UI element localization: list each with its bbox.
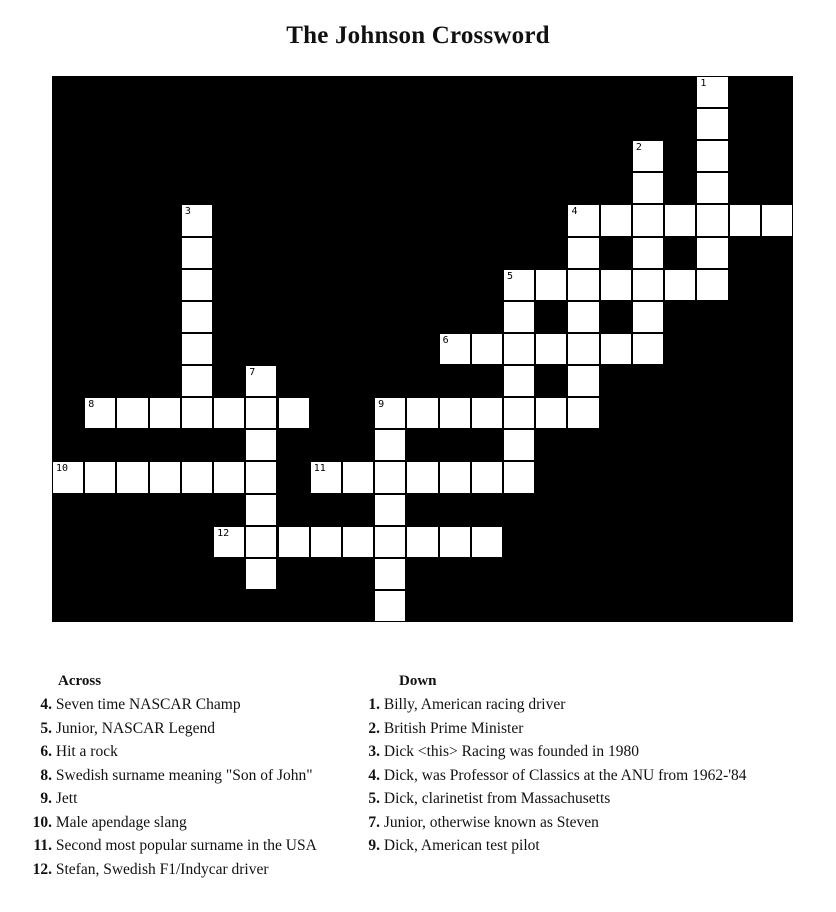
crossword-cell[interactable]	[503, 429, 535, 461]
clue-number: 4.	[40, 696, 52, 713]
crossword-cell[interactable]	[503, 397, 535, 429]
clue-text: Hit a rock	[55, 743, 118, 760]
crossword-cell[interactable]	[567, 269, 599, 301]
clue-text: Dick, American test pilot	[383, 837, 540, 854]
crossword-cell[interactable]	[181, 204, 213, 236]
clue-number: 4.	[368, 766, 380, 784]
cell-number: 10	[56, 463, 69, 475]
clue-number: 5.	[368, 790, 380, 807]
crossword-title: The Johnson Crossword	[286, 22, 550, 49]
crossword-cell[interactable]	[696, 76, 728, 108]
across-clue	[26, 837, 317, 855]
clue-text: Swedish surname meaning "Son of John"	[55, 766, 313, 784]
cell-number: 11	[313, 463, 326, 475]
crossword-cell[interactable]	[471, 461, 503, 493]
crossword-cell[interactable]	[567, 204, 599, 236]
crossword-cell[interactable]	[342, 526, 374, 558]
crossword-cell[interactable]	[52, 461, 84, 493]
crossword-cell[interactable]	[181, 237, 213, 269]
crossword-cell[interactable]	[406, 461, 438, 493]
across-clue	[26, 696, 241, 714]
crossword-cell[interactable]	[213, 397, 245, 429]
crossword-cell[interactable]	[761, 204, 793, 236]
crossword-cell[interactable]	[696, 269, 728, 301]
crossword-cell[interactable]	[245, 494, 277, 526]
cell-number: 2	[635, 142, 642, 154]
down-clue	[367, 814, 599, 832]
clue-text: Seven time NASCAR Champ	[55, 696, 241, 713]
crossword-cell[interactable]	[245, 558, 277, 590]
crossword-cell[interactable]	[632, 269, 664, 301]
crossword-cell[interactable]	[213, 526, 245, 558]
crossword-cell[interactable]	[471, 397, 503, 429]
down-clue	[367, 837, 540, 855]
cell-number: 5	[507, 270, 514, 282]
across-clue	[26, 861, 269, 879]
crossword-cell[interactable]	[181, 333, 213, 365]
crossword-cell[interactable]	[696, 172, 728, 204]
crossword-cell[interactable]	[116, 397, 148, 429]
crossword-cell[interactable]	[374, 494, 406, 526]
clue-number: 12.	[32, 860, 52, 878]
clue-number: 9.	[40, 790, 52, 807]
crossword-cell[interactable]	[535, 397, 567, 429]
crossword-cell[interactable]	[181, 365, 213, 397]
crossword-cell[interactable]	[535, 269, 567, 301]
clue-number: 8.	[40, 766, 52, 784]
crossword-cell[interactable]	[567, 301, 599, 333]
down-clue	[367, 767, 747, 785]
crossword-cell[interactable]	[116, 461, 148, 493]
crossword-cell[interactable]	[245, 526, 277, 558]
crossword-cell[interactable]	[503, 365, 535, 397]
clue-number: 10.	[32, 813, 52, 831]
clue-text: Dick, clarinetist from Massachusetts	[383, 790, 611, 807]
clue-number: 5.	[40, 719, 52, 737]
down-clue	[367, 790, 610, 808]
crossword-cell[interactable]	[149, 397, 181, 429]
crossword-cell[interactable]	[374, 397, 406, 429]
crossword-cell[interactable]	[406, 526, 438, 558]
crossword-cell[interactable]	[567, 237, 599, 269]
crossword-cell[interactable]	[310, 526, 342, 558]
crossword-cell[interactable]	[439, 397, 471, 429]
clue-text: Stefan, Swedish F1/Indycar driver	[55, 860, 269, 878]
crossword-cell[interactable]	[439, 526, 471, 558]
down-heading: Down	[399, 673, 437, 689]
cell-number: 4	[571, 206, 578, 218]
cell-number: 3	[184, 206, 191, 218]
across-clue	[26, 743, 118, 761]
crossword-cell[interactable]	[503, 461, 535, 493]
crossword-cell[interactable]	[278, 526, 310, 558]
crossword-cell[interactable]	[664, 269, 696, 301]
cell-number: 7	[249, 367, 256, 379]
crossword-cell[interactable]	[567, 333, 599, 365]
across-clue	[26, 790, 77, 808]
clue-number: 1.	[368, 696, 380, 713]
crossword-cell[interactable]	[696, 108, 728, 140]
down-clue	[367, 696, 565, 714]
clue-text: Dick <this> Racing was founded in 1980	[383, 743, 639, 760]
crossword-cell[interactable]	[342, 461, 374, 493]
crossword-cell[interactable]	[278, 397, 310, 429]
crossword-cell[interactable]	[374, 558, 406, 590]
clue-number: 3.	[368, 743, 380, 760]
cell-number: 9	[378, 399, 385, 411]
crossword-cell[interactable]	[149, 461, 181, 493]
crossword-cell[interactable]	[374, 461, 406, 493]
crossword-cell[interactable]	[471, 333, 503, 365]
crossword-cell[interactable]	[245, 365, 277, 397]
clue-text: Male apendage slang	[55, 813, 187, 831]
crossword-cell[interactable]	[439, 333, 471, 365]
clue-number: 2.	[368, 719, 380, 737]
crossword-cell[interactable]	[632, 333, 664, 365]
crossword-cell[interactable]	[600, 204, 632, 236]
crossword-cell[interactable]	[181, 461, 213, 493]
crossword-cell[interactable]	[503, 333, 535, 365]
crossword-cell[interactable]	[503, 301, 535, 333]
cell-number: 1	[700, 78, 707, 89]
clue-number: 7.	[368, 813, 380, 831]
crossword-cell[interactable]	[471, 526, 503, 558]
crossword-cell[interactable]	[632, 237, 664, 269]
crossword-cell[interactable]	[181, 269, 213, 301]
crossword-cell[interactable]	[567, 365, 599, 397]
crossword-cell[interactable]	[310, 461, 342, 493]
crossword-cell[interactable]	[729, 204, 761, 236]
cell-number: 6	[442, 334, 449, 346]
crossword-cell[interactable]	[406, 397, 438, 429]
crossword-cell[interactable]	[696, 140, 728, 172]
cell-number: 8	[88, 399, 95, 411]
crossword-cell[interactable]	[600, 333, 632, 365]
crossword-cell[interactable]	[535, 333, 567, 365]
crossword-cell[interactable]	[213, 461, 245, 493]
down-clue	[367, 720, 523, 738]
clue-number: 6.	[40, 743, 52, 760]
crossword-cell[interactable]	[696, 204, 728, 236]
clue-text: Billy, American racing driver	[383, 696, 566, 713]
crossword-cell[interactable]	[664, 204, 696, 236]
across-clue	[26, 814, 187, 832]
crossword-cell[interactable]	[600, 269, 632, 301]
across-clue	[26, 767, 313, 785]
clue-text: Jett	[55, 790, 78, 807]
cell-number: 12	[217, 527, 230, 539]
clue-text: Junior, NASCAR Legend	[55, 719, 215, 737]
crossword-cell[interactable]	[632, 172, 664, 204]
crossword-cell[interactable]	[84, 397, 116, 429]
clue-text: Dick, was Professor of Classics at the ANU from 1962-'84	[383, 766, 747, 784]
crossword-cell[interactable]	[245, 429, 277, 461]
clue-number: 9.	[368, 837, 380, 854]
crossword-cell[interactable]	[374, 526, 406, 558]
clue-number: 11.	[33, 837, 52, 854]
crossword-cell[interactable]	[181, 301, 213, 333]
crossword-cell[interactable]	[503, 269, 535, 301]
crossword-cell[interactable]	[245, 461, 277, 493]
down-clue	[367, 743, 639, 761]
crossword-cell[interactable]	[632, 140, 664, 172]
crossword-cell[interactable]	[567, 397, 599, 429]
crossword-cell[interactable]	[439, 461, 471, 493]
crossword-cell[interactable]	[632, 204, 664, 236]
clue-text: Junior, otherwise known as Steven	[383, 813, 599, 831]
crossword-cell[interactable]	[374, 429, 406, 461]
crossword-cell[interactable]	[84, 461, 116, 493]
across-heading: Across	[58, 673, 102, 689]
across-clue	[26, 720, 215, 738]
crossword-cell[interactable]	[245, 397, 277, 429]
crossword-cell[interactable]	[632, 301, 664, 333]
crossword-cell[interactable]	[696, 237, 728, 269]
crossword-cell[interactable]	[374, 590, 406, 622]
crossword-grid	[52, 76, 793, 622]
clue-text: British Prime Minister	[383, 719, 524, 737]
crossword-cell[interactable]	[181, 397, 213, 429]
clue-text: Second most popular surname in the USA	[55, 837, 317, 854]
